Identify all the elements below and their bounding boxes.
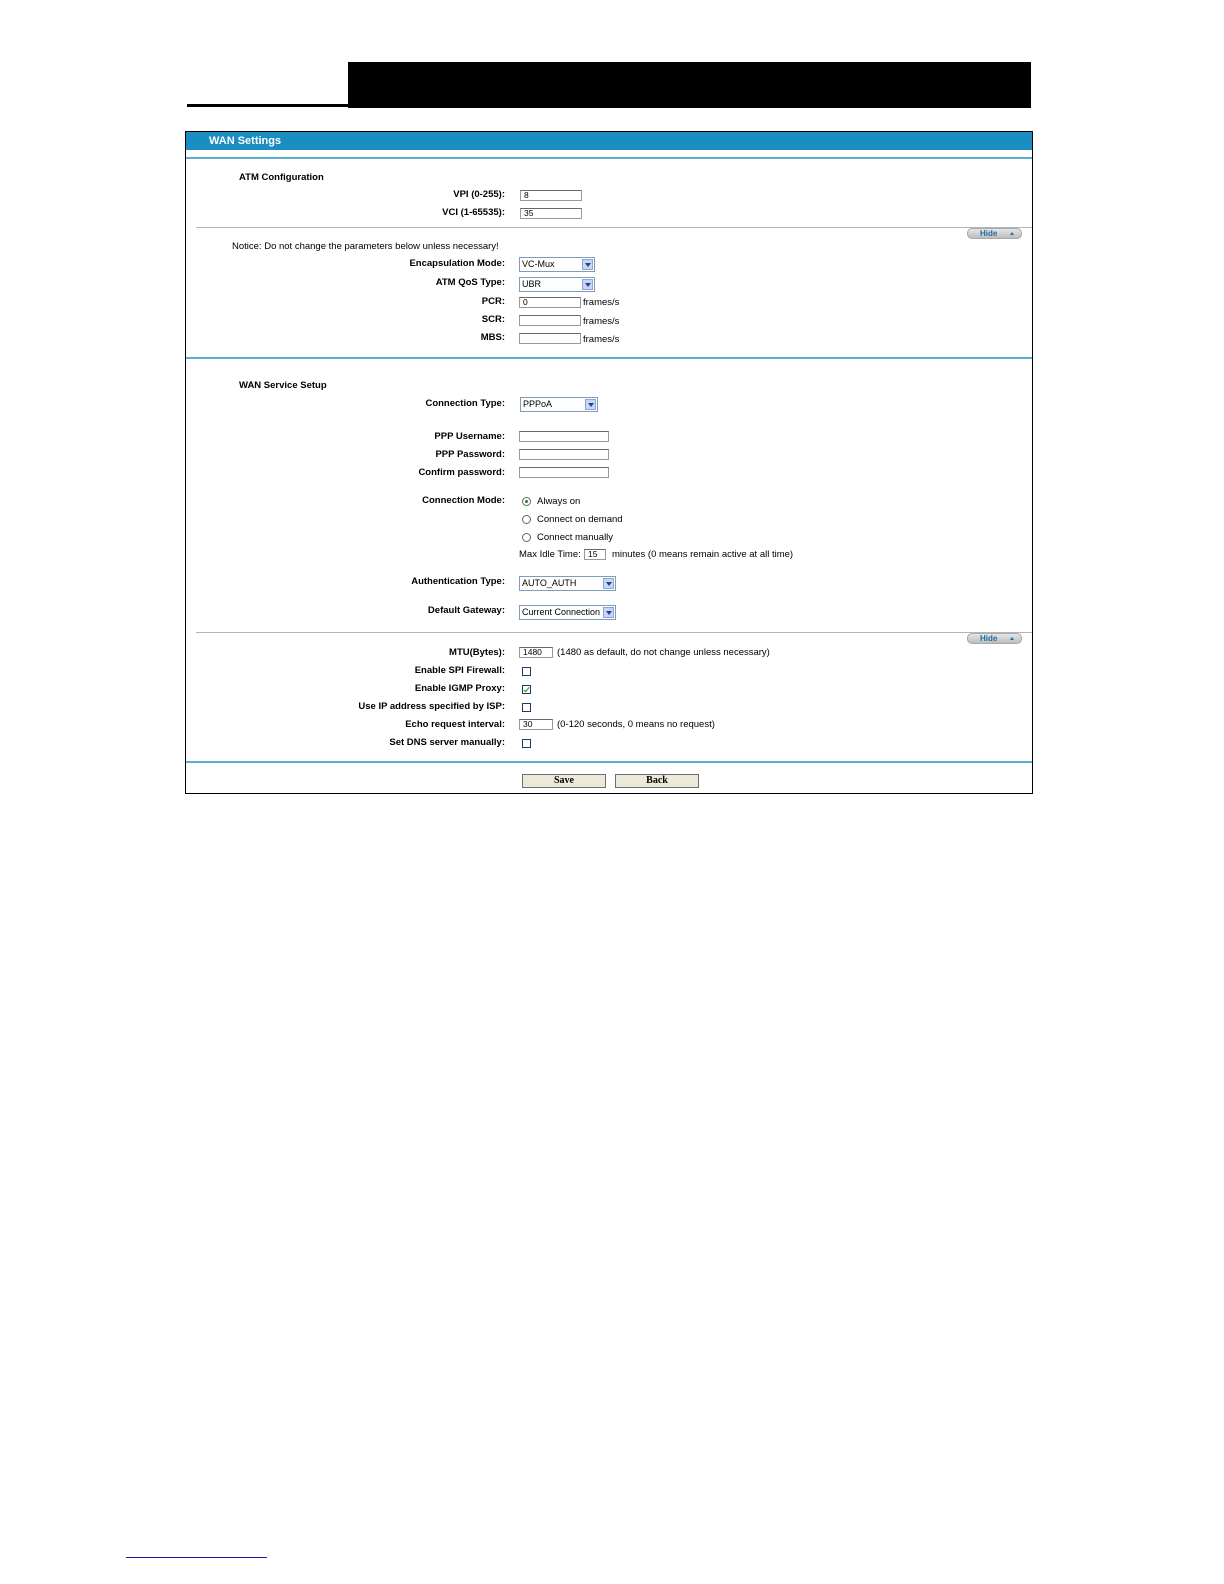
chevron-down-icon bbox=[603, 578, 614, 589]
spi-firewall-label: Enable SPI Firewall: bbox=[414, 665, 505, 676]
ppp-username-input[interactable] bbox=[519, 431, 609, 442]
header-rule bbox=[187, 104, 349, 107]
chevron-up-icon bbox=[1010, 637, 1014, 640]
back-button[interactable]: Back bbox=[615, 774, 699, 788]
hide-button-label: Hide bbox=[980, 229, 998, 238]
ppp-username-label: PPP Username: bbox=[434, 431, 505, 442]
auth-type-select[interactable] bbox=[519, 576, 616, 591]
connection-type-label: Connection Type: bbox=[425, 398, 505, 409]
mbs-label: MBS: bbox=[480, 332, 505, 343]
qos-select[interactable] bbox=[519, 277, 595, 292]
chevron-down-icon bbox=[585, 399, 596, 410]
default-gateway-value: Current Connection bbox=[522, 607, 601, 617]
confirm-password-input[interactable] bbox=[519, 467, 609, 478]
default-gateway-label: Default Gateway: bbox=[427, 605, 505, 616]
panel-title: WAN Settings bbox=[186, 132, 1032, 150]
vci-input[interactable] bbox=[520, 208, 582, 219]
mtu-label: MTU(Bytes): bbox=[449, 647, 505, 658]
wan-service-section-title: WAN Service Setup bbox=[239, 380, 327, 391]
always-on-radio[interactable] bbox=[522, 497, 531, 506]
encapsulation-value: VC-Mux bbox=[522, 259, 555, 269]
hide-atm-advanced-button[interactable] bbox=[967, 228, 1022, 239]
ppp-password-label: PPP Password: bbox=[435, 449, 505, 460]
spi-firewall-checkbox[interactable] bbox=[522, 667, 531, 676]
hide-button-label: Hide bbox=[980, 634, 998, 643]
echo-interval-label: Echo request interval: bbox=[405, 719, 505, 730]
echo-interval-input[interactable] bbox=[519, 719, 553, 730]
encapsulation-label: Encapsulation Mode: bbox=[409, 258, 505, 269]
divider bbox=[186, 157, 1032, 159]
isp-ip-label: Use IP address specified by ISP: bbox=[358, 701, 505, 712]
dns-manual-checkbox[interactable] bbox=[522, 739, 531, 748]
connection-type-select[interactable] bbox=[520, 397, 598, 412]
connection-type-value: PPPoA bbox=[523, 399, 553, 409]
pcr-input[interactable] bbox=[519, 297, 581, 308]
mtu-input[interactable] bbox=[519, 647, 553, 658]
dns-manual-label: Set DNS server manually: bbox=[389, 737, 505, 748]
confirm-password-label: Confirm password: bbox=[418, 467, 505, 478]
divider bbox=[186, 357, 1032, 359]
chevron-down-icon bbox=[582, 259, 593, 270]
chevron-down-icon bbox=[582, 279, 593, 290]
auth-type-value: AUTO_AUTH bbox=[522, 578, 577, 588]
pcr-label: PCR: bbox=[481, 296, 505, 307]
always-on-label: Always on bbox=[537, 496, 581, 507]
max-idle-hint: minutes (0 means remain active at all time) bbox=[612, 549, 794, 560]
chevron-up-icon bbox=[1010, 232, 1014, 235]
max-idle-label: Max Idle Time: bbox=[519, 549, 581, 560]
qos-value: UBR bbox=[522, 279, 542, 289]
mbs-unit: frames/s bbox=[583, 334, 620, 345]
vpi-label: VPI (0-255): bbox=[453, 189, 505, 200]
scr-unit: frames/s bbox=[583, 316, 620, 327]
wan-settings-panel bbox=[185, 131, 1033, 794]
connect-on-demand-radio[interactable] bbox=[522, 515, 531, 524]
connect-manually-label: Connect manually bbox=[537, 532, 614, 543]
chevron-down-icon bbox=[603, 607, 614, 618]
save-button[interactable]: Save bbox=[522, 774, 606, 788]
igmp-proxy-checkbox[interactable] bbox=[522, 685, 531, 694]
atm-section-title: ATM Configuration bbox=[239, 172, 324, 183]
footer-rule bbox=[126, 1557, 267, 1558]
divider bbox=[186, 761, 1032, 763]
connection-mode-label: Connection Mode: bbox=[422, 495, 505, 506]
divider bbox=[196, 632, 1032, 633]
notice-text: Notice: Do not change the parameters below unless necessary! bbox=[232, 241, 499, 252]
connect-on-demand-label: Connect on demand bbox=[537, 514, 623, 525]
max-idle-input[interactable] bbox=[584, 549, 606, 560]
vpi-input[interactable] bbox=[520, 190, 582, 201]
mbs-input[interactable] bbox=[519, 333, 581, 344]
qos-label: ATM QoS Type: bbox=[435, 277, 505, 288]
echo-interval-hint: (0-120 seconds, 0 means no request) bbox=[557, 719, 715, 730]
header-bar bbox=[348, 62, 1031, 108]
auth-type-label: Authentication Type: bbox=[411, 576, 505, 587]
igmp-proxy-label: Enable IGMP Proxy: bbox=[414, 683, 505, 694]
hide-wan-advanced-button[interactable] bbox=[967, 633, 1022, 644]
divider bbox=[196, 227, 1032, 228]
ppp-password-input[interactable] bbox=[519, 449, 609, 460]
default-gateway-select[interactable] bbox=[519, 605, 616, 620]
scr-input[interactable] bbox=[519, 315, 581, 326]
encapsulation-select[interactable] bbox=[519, 257, 595, 272]
scr-label: SCR: bbox=[481, 314, 505, 325]
vci-label: VCI (1-65535): bbox=[442, 207, 505, 218]
pcr-unit: frames/s bbox=[583, 297, 620, 308]
connect-manually-radio[interactable] bbox=[522, 533, 531, 542]
isp-ip-checkbox[interactable] bbox=[522, 703, 531, 712]
mtu-hint: (1480 as default, do not change unless necessary) bbox=[557, 647, 770, 658]
